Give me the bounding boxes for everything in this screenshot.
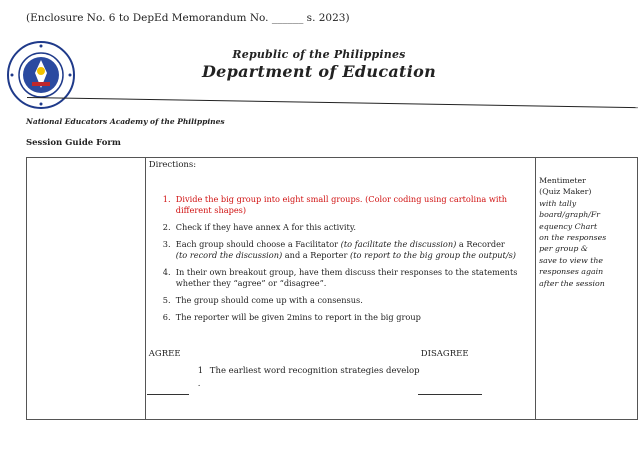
- direction-step: 5. The group should come up with a consensus.: [162, 295, 363, 305]
- blank-column: [27, 158, 146, 420]
- disagree-blank-line: [418, 394, 482, 395]
- agree-label: AGREE: [148, 349, 181, 359]
- disagree-label: DISAGREE: [420, 349, 469, 359]
- directions-list: [149, 194, 519, 329]
- direction-step: 3. Each group should choose a Facilitator (to facilitate the discussion) a Recorder (to record the discussion) and a Reporter (to report to the big group the output/s): [162, 239, 516, 260]
- direction-step: 2. Check if they have annex A for this activity.: [162, 222, 356, 232]
- direction-step: 6. The reporter will be given 2mins to report in the big group: [162, 312, 421, 322]
- directions-column: [145, 158, 535, 420]
- form-title: Session Guide Form: [26, 138, 121, 148]
- statement-text: The earliest word recognition strategies develop: [209, 366, 420, 376]
- direction-step: 4. In their own breakout group, have them discuss their responses to the statements whether they “agree” or “disagree”.: [162, 267, 518, 288]
- direction-step: 1. Divide the big group into eight small groups. (Color coding using cartolina with different shapes): [162, 194, 508, 215]
- republic-title: Republic of the Philippines: [232, 48, 406, 61]
- directions-label: Directions:: [148, 160, 197, 170]
- agree-blank-line: [147, 394, 189, 395]
- statement-number: 1: [197, 366, 204, 376]
- department-title: Department of Education: [201, 62, 437, 81]
- statement-dot: .: [197, 379, 201, 389]
- tool-note: Mentimeter (Quiz Maker) with tally board/graph/Fr equency Chart on the responses per group & save to view the responses again after the session: [539, 176, 607, 288]
- tool-column: [536, 158, 638, 420]
- session-guide-table: [26, 157, 638, 420]
- header-divider: [27, 97, 638, 108]
- academy-name: National Educators Academy of the Philippines: [26, 117, 225, 126]
- enclosure-note: (Enclosure No. 6 to DepEd Memorandum No. ______ s. 2023): [26, 12, 350, 24]
